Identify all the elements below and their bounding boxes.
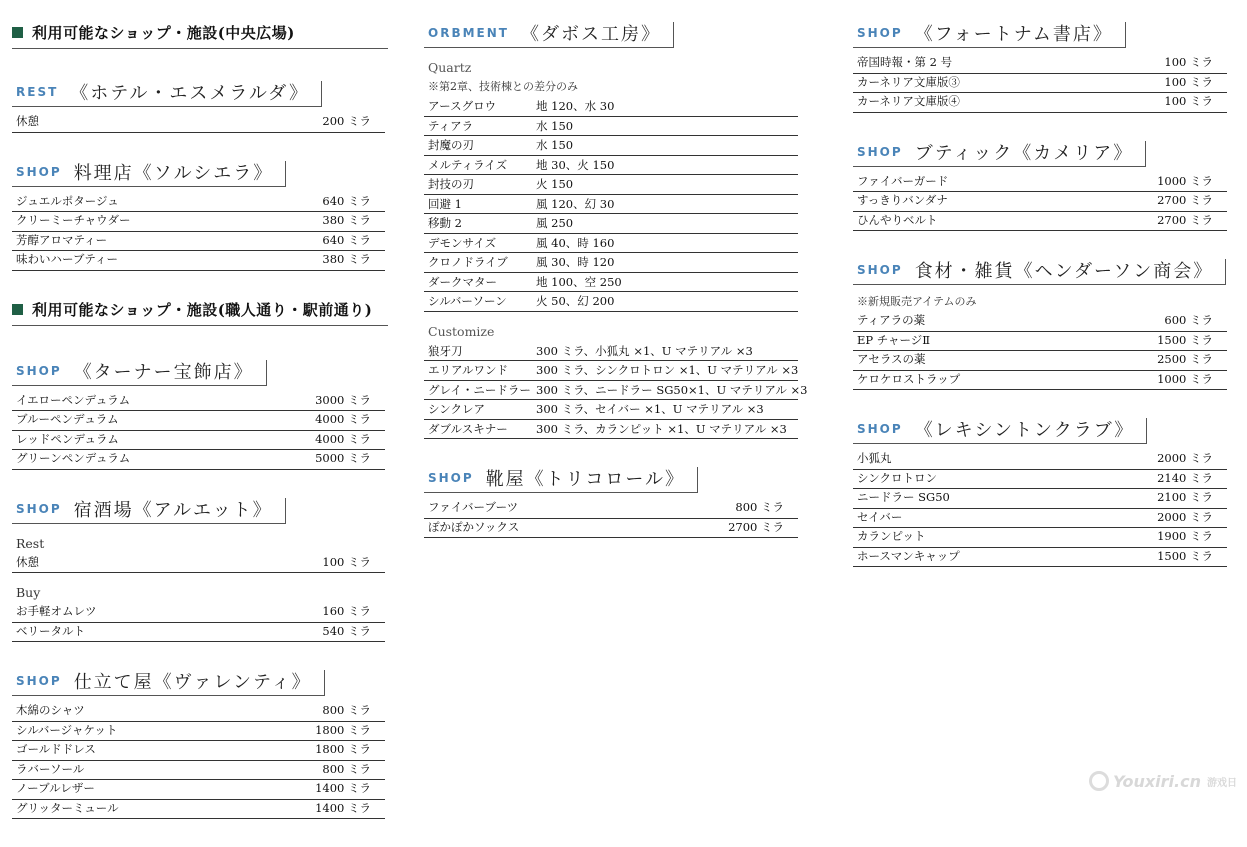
item-price: 1000 ミラ <box>1157 173 1213 188</box>
section-lexington-club <box>853 418 1227 567</box>
list-item <box>424 381 808 401</box>
item-cost: 水 150 <box>536 138 574 152</box>
item-name: ノーブルレザー <box>16 781 95 795</box>
item-cost: 水 150 <box>536 118 574 133</box>
list-item <box>424 273 798 293</box>
item-name: お手軽オムレツ <box>16 604 97 618</box>
section-tag: SHOP <box>16 501 62 516</box>
item-price: 800 ミラ <box>322 703 371 717</box>
list-item <box>12 603 385 623</box>
list-item <box>12 554 385 574</box>
list-item <box>853 212 1227 232</box>
item-price: 4000 ミラ <box>315 431 371 446</box>
item-price: 5000 ミラ <box>315 451 371 465</box>
item-price: 1500 ミラ <box>1157 332 1213 347</box>
subsection-label-rest: Rest <box>16 535 45 551</box>
item-price: 640 ミラ <box>322 232 371 247</box>
section-title <box>424 22 674 48</box>
list-item <box>424 136 798 156</box>
list-item <box>424 420 798 440</box>
list-item <box>424 292 798 312</box>
section-title <box>853 141 1146 167</box>
item-cost: 300 ミラ、小狐丸 ×1、U マテリアル ×3 <box>536 343 753 358</box>
watermark-small-text: 游戏日 <box>1207 777 1237 789</box>
item-name: 味わいハーブティー <box>16 252 119 266</box>
item-name: 回避 1 <box>428 196 462 211</box>
list-item <box>424 234 798 254</box>
item-name: 休憩 <box>16 114 39 128</box>
item-name: ファイバーブーツ <box>428 500 519 514</box>
list-item <box>853 450 1227 470</box>
section-henderson <box>853 259 1227 390</box>
list-item <box>12 761 385 781</box>
item-price: 100 ミラ <box>322 554 371 569</box>
section-alouette <box>12 498 385 643</box>
item-name: ダブルスキナー <box>428 421 508 436</box>
list-item <box>853 173 1227 193</box>
list-item <box>424 117 798 137</box>
subsection-label-quartz: Quartz <box>428 60 472 75</box>
item-price: 1900 ミラ <box>1157 529 1213 543</box>
section-title-text: ブティック《カメリア》 <box>914 142 1134 164</box>
item-name: 休憩 <box>16 554 39 569</box>
list-item <box>12 113 385 133</box>
item-price: 2700 ミラ <box>1157 212 1213 227</box>
list-item <box>424 519 798 539</box>
item-cost: 地 120、水 30 <box>536 99 615 113</box>
list-item <box>424 499 798 519</box>
section-title-text: 仕立て屋《ヴァレンティ》 <box>73 672 312 693</box>
item-name: レッドペンデュラム <box>16 431 119 446</box>
column-1 <box>12 22 385 847</box>
list-item <box>12 193 385 213</box>
section-tag: SHOP <box>16 164 62 179</box>
item-name: ホースマンキャップ <box>857 548 960 563</box>
section-tag: SHOP <box>16 363 62 378</box>
item-name: グリッターミュール <box>16 800 119 815</box>
item-price: 2500 ミラ <box>1157 352 1213 366</box>
item-name: カーネリア文庫版④ <box>857 94 960 108</box>
item-name: ダークマター <box>428 274 497 289</box>
item-name: イエローペンデュラム <box>16 392 131 407</box>
item-price: 2700 ミラ <box>1157 193 1213 207</box>
section-title <box>12 670 325 696</box>
item-price: 2700 ミラ <box>728 519 784 534</box>
henderson-note: ※新規販売アイテムのみ <box>857 295 977 308</box>
subsection-label-buy: Buy <box>16 585 41 600</box>
quartz-note: ※第2章、技術棟との差分のみ <box>428 80 578 93</box>
square-bullet-icon <box>12 304 23 315</box>
item-cost: 300 ミラ、セイバー ×1、U マテリアル ×3 <box>536 402 764 416</box>
item-price: 600 ミラ <box>1164 313 1213 327</box>
list-item <box>424 195 798 215</box>
section-title-text: 靴屋《トリコロール》 <box>485 469 685 490</box>
item-name: ぽかぽかソックス <box>428 519 520 534</box>
list-item <box>12 411 385 431</box>
list-item <box>12 623 385 643</box>
item-price: 100 ミラ <box>1164 74 1213 89</box>
item-price: 2140 ミラ <box>1157 470 1213 485</box>
section-tricolore <box>424 467 798 538</box>
item-name: 封技の刃 <box>428 177 474 191</box>
section-title <box>12 498 286 524</box>
section-title-text: 食材・雑貨《ヘンダーソン商会》 <box>914 261 1214 282</box>
list-item <box>853 312 1227 332</box>
list-item <box>853 74 1227 94</box>
list-item <box>12 800 385 820</box>
section-title-text: 《ダボス工房》 <box>520 24 661 45</box>
list-item <box>12 212 385 232</box>
item-cost: 300 ミラ、ニードラー SG50×1、U マテリアル ×3 <box>536 382 808 397</box>
item-name: アセラスの薬 <box>857 352 926 366</box>
item-name: 帝国時報・第 2 号 <box>857 55 953 69</box>
main-header-text: 利用可能なショップ・施設(中央広場) <box>32 24 295 42</box>
list-item <box>12 392 385 412</box>
item-price: 1400 ミラ <box>315 781 371 795</box>
column-3 <box>853 22 1227 595</box>
item-name: 封魔の刃 <box>428 138 474 152</box>
list-item <box>424 342 798 362</box>
item-name: EP チャージⅡ <box>857 332 931 347</box>
item-name: セイバー <box>857 509 903 524</box>
item-cost: 火 50、幻 200 <box>536 294 615 308</box>
item-price: 2000 ミラ <box>1157 451 1213 465</box>
item-cost: 火 150 <box>536 177 574 191</box>
section-hotel-esmeralda <box>12 81 385 133</box>
item-name: 小狐丸 <box>857 451 892 465</box>
item-name: ティアラの薬 <box>857 313 926 327</box>
section-title <box>424 467 698 493</box>
item-name: ゴールドドレス <box>16 742 96 756</box>
item-price: 160 ミラ <box>322 604 371 618</box>
list-item <box>424 400 798 420</box>
item-name: カランピット <box>857 529 926 543</box>
list-item <box>12 722 385 742</box>
section-title <box>853 22 1126 48</box>
list-item <box>12 431 385 451</box>
watermark-logo-icon <box>1089 771 1109 791</box>
item-price: 380 ミラ <box>322 252 371 266</box>
item-name: 芳醇アロマティー <box>16 232 108 247</box>
item-price: 1400 ミラ <box>315 800 371 815</box>
item-name: シルバーソーン <box>428 294 507 308</box>
main-header-central-plaza <box>12 22 388 49</box>
list-item <box>424 361 798 381</box>
list-item <box>853 548 1227 568</box>
list-item <box>853 509 1227 529</box>
item-price: 1800 ミラ <box>315 722 371 737</box>
list-item <box>424 156 798 176</box>
item-name: シルバージャケット <box>16 722 118 737</box>
item-name: シンクレア <box>428 402 485 416</box>
main-header-text: 利用可能なショップ・施設(職人通り・駅前通り) <box>32 300 373 319</box>
item-name: シンクロトロン <box>857 470 937 485</box>
item-name: グリーンペンデュラム <box>16 451 131 465</box>
item-price: 100 ミラ <box>1164 94 1213 108</box>
section-turner <box>12 360 385 470</box>
list-item <box>424 97 798 117</box>
item-name: クリーミーチャウダー <box>16 213 131 227</box>
square-bullet-icon <box>12 27 23 38</box>
section-title <box>12 161 286 187</box>
item-name: グレイ・ニードラー <box>428 382 531 397</box>
section-title <box>853 259 1226 285</box>
section-tag: SHOP <box>857 144 903 159</box>
item-price: 4000 ミラ <box>315 412 371 426</box>
list-item <box>853 371 1227 391</box>
section-title-text: 《フォートナム書店》 <box>914 24 1113 45</box>
watermark-text: Youxiri.cn <box>1112 771 1201 791</box>
section-sorciere <box>12 161 385 271</box>
list-item <box>853 54 1227 74</box>
section-tag: SHOP <box>428 471 474 485</box>
item-name: エリアルワンド <box>428 363 509 377</box>
item-name: クロノドライブ <box>428 255 508 269</box>
section-tag: ORBMENT <box>428 26 509 40</box>
list-item <box>853 93 1227 113</box>
list-item <box>853 351 1227 371</box>
item-name: デモンサイズ <box>428 235 497 250</box>
section-title <box>12 360 267 386</box>
list-item <box>853 489 1227 509</box>
item-cost: 風 120、幻 30 <box>536 196 615 211</box>
section-title <box>853 418 1147 444</box>
subsection-label-customize: Customize <box>428 323 495 339</box>
list-item <box>12 702 385 722</box>
item-price: 100 ミラ <box>1164 55 1213 69</box>
list-item <box>12 450 385 470</box>
section-title-text: 宿酒場《アルエット》 <box>73 499 273 521</box>
list-item <box>12 741 385 761</box>
section-title-text: 料理店《ソルシエラ》 <box>73 162 274 184</box>
list-item <box>12 232 385 252</box>
item-name: すっきりバンダナ <box>857 193 948 207</box>
item-name: ひんやりベルト <box>857 212 938 227</box>
item-price: 800 ミラ <box>322 761 371 776</box>
item-cost: 風 40、時 160 <box>536 235 615 250</box>
item-name: ファイバーガード <box>857 173 949 188</box>
item-name: ティアラ <box>428 118 474 133</box>
item-price: 380 ミラ <box>322 213 371 227</box>
item-price: 2000 ミラ <box>1157 509 1213 524</box>
item-name: ケロケロストラップ <box>857 371 961 386</box>
item-name: 移動 2 <box>428 216 462 230</box>
item-price: 800 ミラ <box>735 500 784 514</box>
item-price: 3000 ミラ <box>315 392 371 407</box>
item-cost: 300 ミラ、カランピット ×1、U マテリアル ×3 <box>536 421 787 436</box>
item-name: ジュエルポタージュ <box>16 193 119 208</box>
section-title-text: 《ホテル・エスメラルダ》 <box>70 83 310 104</box>
item-price: 540 ミラ <box>322 623 371 638</box>
item-name: メルティライズ <box>428 157 508 172</box>
section-tag: REST <box>16 85 59 99</box>
list-item <box>424 175 798 195</box>
watermark <box>1089 771 1237 791</box>
section-title-text: 《ターナー宝飾店》 <box>73 361 254 383</box>
list-item <box>853 192 1227 212</box>
list-item <box>12 251 385 271</box>
item-price: 1000 ミラ <box>1157 371 1213 386</box>
section-title <box>12 81 322 107</box>
list-item <box>424 253 798 273</box>
section-title-text: 《レキシントンクラブ》 <box>914 420 1135 441</box>
item-price: 200 ミラ <box>322 114 371 128</box>
item-price: 1800 ミラ <box>315 742 371 756</box>
item-name: アースグロウ <box>428 99 497 113</box>
section-tag: SHOP <box>857 26 903 40</box>
item-cost: 風 250 <box>536 216 574 230</box>
item-name: ラバーソール <box>16 761 85 776</box>
section-tag: SHOP <box>857 263 903 277</box>
item-name: ベリータルト <box>16 623 85 638</box>
item-price: 2100 ミラ <box>1157 490 1213 504</box>
item-cost: 地 30、火 150 <box>536 157 615 172</box>
item-price: 640 ミラ <box>322 193 371 208</box>
item-price: 1500 ミラ <box>1157 548 1213 563</box>
item-name: 木綿のシャツ <box>16 703 85 717</box>
item-name: ブルーペンデュラム <box>16 412 119 426</box>
item-cost: 地 100、空 250 <box>536 274 622 289</box>
column-2 <box>424 22 808 566</box>
item-cost: 風 30、時 120 <box>536 255 615 269</box>
section-dabos-workshop <box>424 22 808 439</box>
item-name: ニードラー SG50 <box>857 490 950 504</box>
item-name: カーネリア文庫版③ <box>857 74 960 89</box>
list-item <box>424 214 798 234</box>
main-header-artisan-street <box>12 299 388 326</box>
section-tag: SHOP <box>16 674 62 688</box>
section-tag: SHOP <box>857 422 903 436</box>
list-item <box>853 332 1227 352</box>
item-name: 狼牙刀 <box>428 343 463 358</box>
section-fortnum-bookstore <box>853 22 1227 113</box>
item-cost: 300 ミラ、シンクロトロン ×1、U マテリアル ×3 <box>536 363 799 377</box>
section-camellia <box>853 141 1227 232</box>
list-item <box>853 528 1227 548</box>
list-item <box>853 470 1227 490</box>
